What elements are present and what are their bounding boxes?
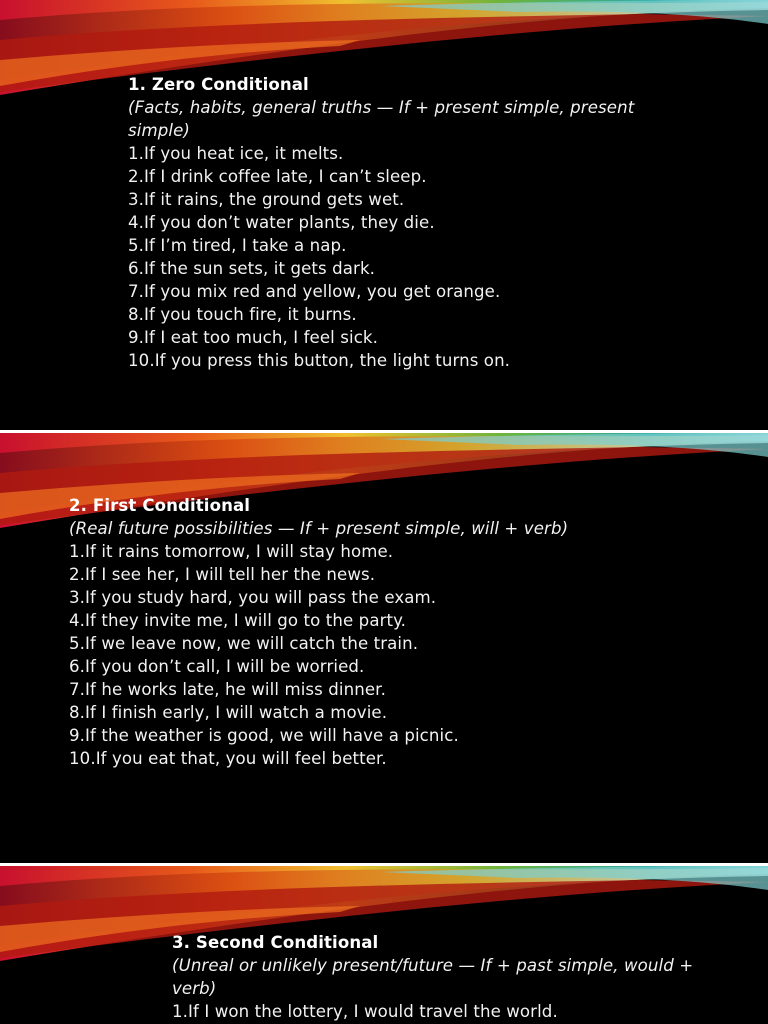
list-item: 5.If we leave now, we will catch the train.: [69, 634, 419, 653]
list-item: 7.If you mix red and yellow, you get orange.: [128, 282, 501, 301]
list-item: 8.If you touch fire, it burns.: [128, 305, 357, 324]
slide-title: 1. Zero Conditional: [128, 75, 309, 94]
list-item: 2.If I drink coffee late, I can’t sleep.: [128, 167, 427, 186]
list-item: 4.If you don’t water plants, they die.: [128, 213, 435, 232]
list-item: 1.If I won the lottery, I would travel the world.: [172, 1002, 558, 1021]
list-item: 10.If you eat that, you will feel better.: [69, 749, 387, 768]
slide-second-conditional: [0, 866, 768, 1024]
list-item: 10.If you press this button, the light turns on.: [128, 351, 511, 370]
slide-title: 2. First Conditional: [69, 496, 251, 515]
slide-title: 3. Second Conditional: [172, 933, 379, 952]
slide-subtitle: (Facts, habits, general truths — If + present simple, present simple): [128, 98, 635, 140]
list-item: 9.If the weather is good, we will have a picnic.: [69, 726, 459, 745]
list-item: 6.If you don’t call, I will be worried.: [69, 657, 365, 676]
slide-subtitle: (Unreal or unlikely present/future — If + past simple, would + verb): [172, 956, 694, 998]
list-item: 8.If I finish early, I will watch a movie.: [69, 703, 388, 722]
list-item: 9.If I eat too much, I feel sick.: [128, 328, 379, 347]
list-item: 1.If you heat ice, it melts.: [128, 144, 344, 163]
slide-content: [69, 494, 569, 770]
list-item: 2.If I see her, I will tell her the news.: [69, 565, 376, 584]
slide-first-conditional: [0, 433, 768, 863]
list-item: 1.If it rains tomorrow, I will stay home.: [69, 542, 394, 561]
slide-subtitle: (Real future possibilities — If + present simple, will + verb): [69, 519, 569, 538]
list-item: 3.If it rains, the ground gets wet.: [128, 190, 405, 209]
list-item: 3.If you study hard, you will pass the exam.: [69, 588, 437, 607]
slide-zero-conditional: [0, 0, 768, 430]
list-item: 7.If he works late, he will miss dinner.: [69, 680, 386, 699]
slide-content: [172, 931, 732, 1023]
list-item: 6.If the sun sets, it gets dark.: [128, 259, 376, 278]
list-item: 5.If I’m tired, I take a nap.: [128, 236, 347, 255]
slide-content: [128, 73, 648, 372]
list-item: 4.If they invite me, I will go to the party.: [69, 611, 407, 630]
